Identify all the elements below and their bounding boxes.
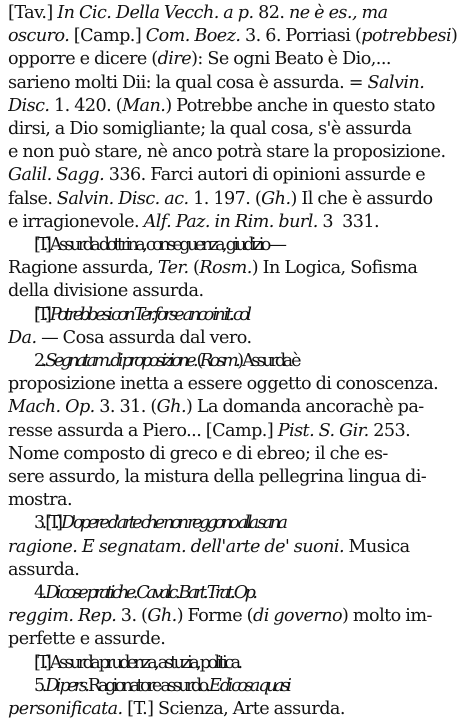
text-line [8, 559, 462, 582]
italic-text-segment: D'opere d'arte che non reggono alla sana [61, 513, 285, 534]
text-segment: 4. [34, 583, 46, 604]
text-line [8, 25, 462, 48]
italic-text-segment: Da. [8, 327, 37, 348]
text-line [8, 118, 462, 141]
text-line [8, 582, 462, 605]
text-segment: — Cosa assurda dal vero. [36, 327, 252, 348]
italic-text-segment: Galil. Sagg. [8, 165, 105, 186]
text-line [8, 2, 462, 25]
text-segment: [T.] [34, 304, 50, 325]
text-line [8, 420, 462, 443]
text-line [8, 141, 462, 164]
italic-text-segment: reggim. Rep. [8, 606, 117, 627]
text-line [8, 489, 462, 512]
text-line [8, 280, 462, 303]
text-segment: mostra. [8, 490, 73, 511]
italic-text-segment: Com. Boez. [145, 26, 241, 47]
text-segment: false. [8, 188, 57, 209]
text-segment: ) Il che è assurdo [290, 188, 433, 209]
text-segment: ) In Logica, Sofisma [251, 258, 418, 279]
text-segment: 1. 420. ( [49, 95, 123, 116]
text-line [8, 327, 462, 350]
text-segment: della divisione assurda. [8, 281, 204, 302]
italic-text-segment: In Cic. Della Vecch. a p. [57, 3, 254, 23]
dictionary-entry-text [8, 2, 462, 721]
text-segment: ) Forme ( [176, 606, 253, 627]
text-line [8, 95, 462, 118]
text-segment: assurda. [8, 559, 80, 580]
text-segment: [T.] Assurda dottrina, conseguenza, giudizio — [34, 235, 284, 256]
italic-text-segment: dire [157, 49, 192, 70]
text-segment: 3. 6. Porriasi ( [240, 26, 362, 47]
text-line [8, 605, 462, 628]
text-segment: ) [451, 26, 458, 47]
italic-text-segment: E di cosa quasi [208, 675, 289, 696]
text-segment: 1. 197. ( [188, 188, 262, 209]
italic-text-segment: Mach. Op. [8, 397, 95, 418]
text-segment: 2. [34, 351, 46, 372]
text-line [8, 72, 462, 95]
text-line [8, 304, 462, 327]
text-segment: ( [195, 351, 200, 372]
text-segment: dirsi, a Dio somigliante; la qual cosa, s'è assurda [8, 119, 412, 140]
italic-text-segment: Gh. [261, 188, 291, 209]
italic-text-segment: oscuro. [8, 26, 70, 47]
text-segment: e non può stare, nè anco potrà stare la proposizione. [8, 142, 446, 163]
italic-text-segment: Salvin. Disc. ac. [56, 188, 189, 209]
italic-text-segment: Rosm. [199, 258, 252, 279]
text-segment: ) La domanda ancorachè pa- [186, 397, 424, 418]
text-segment: sarieno molti Dii: la qual cosa è assurda. = [8, 72, 368, 93]
text-segment: sere assurdo, la mistura della pellegrina lingua di- [8, 467, 427, 488]
text-line [8, 698, 462, 721]
text-line [8, 675, 462, 698]
italic-text-segment: Di pers. [45, 675, 87, 696]
italic-text-segment: Alf. Paz. in Rim. burl. [143, 211, 318, 232]
italic-text-segment: Ter. [157, 258, 189, 279]
italic-text-segment: Gh. [147, 606, 177, 627]
text-segment: ) molto im- [342, 606, 432, 627]
text-segment: ): Se ogni Beato è Dio,... [191, 49, 391, 70]
italic-text-segment: ne è es., ma [288, 3, 388, 23]
text-segment: perfette e assurde. [8, 629, 166, 650]
text-segment: [Camp.] [69, 26, 146, 47]
italic-text-segment: Segnatam. di proposizione. [45, 351, 195, 372]
text-segment: 336. Farci autori di opinioni assurde e [104, 165, 426, 186]
text-line [8, 211, 462, 234]
text-segment: [T.] Assurda prudenza, astuzia, politica. [34, 652, 240, 673]
text-line [8, 373, 462, 396]
text-segment: resse assurda a Piero... [Camp.] [8, 420, 278, 441]
text-segment: Nome composto di greco e di ebreo; il che es- [8, 443, 388, 464]
text-segment: Ragionatore assurdo. [86, 675, 209, 696]
text-line [8, 48, 462, 71]
text-line [8, 396, 462, 419]
italic-text-segment: ragione. E segnatam. dell'arte de' suoni. [8, 536, 344, 557]
italic-text-segment: di governo [253, 606, 343, 627]
text-line [8, 512, 462, 535]
italic-text-segment: potrebbesi [361, 26, 452, 47]
text-segment: ( [188, 258, 200, 279]
italic-text-segment: Salvin. [367, 72, 425, 93]
italic-text-segment: Disc. [8, 95, 50, 116]
text-line [8, 443, 462, 466]
italic-text-segment: Gh. [156, 397, 186, 418]
italic-text-segment: personificata. [8, 699, 123, 720]
text-segment: Ragione assurda, [8, 258, 158, 279]
italic-text-segment: Rosm. [199, 351, 238, 372]
text-line [8, 652, 462, 675]
text-segment: proposizione inetta a essere oggetto di conoscenza. [8, 374, 439, 395]
italic-text-segment: Pist. S. Gir. [277, 420, 369, 441]
text-segment: e irragionevole. [8, 211, 144, 232]
text-segment: ) Potrebbe anche in questo stato [165, 95, 435, 116]
text-segment: 3. 31. ( [94, 397, 157, 418]
italic-text-segment: Di cose pratiche. Cavalc. Bart. Trat. Op. [45, 583, 255, 604]
text-segment: 82. [253, 3, 289, 23]
text-segment: 253. [368, 420, 411, 441]
italic-text-segment: Man. [122, 95, 166, 116]
text-segment: [T.] Scienza, Arte assurda. [122, 699, 345, 720]
text-line [8, 536, 462, 559]
text-line [8, 350, 462, 373]
text-segment: 3. [T.] [34, 513, 62, 534]
text-line [8, 188, 462, 211]
text-line [8, 257, 462, 280]
text-segment: ) Assurda è [237, 351, 298, 372]
text-segment: 3 331. [317, 211, 380, 232]
text-segment: 5. [34, 675, 46, 696]
text-segment: 3. ( [116, 606, 148, 627]
text-segment: Musica [344, 536, 410, 557]
text-segment: opporre e dicere ( [8, 49, 158, 70]
text-line [8, 466, 462, 489]
text-line [8, 164, 462, 187]
text-line [8, 628, 462, 651]
text-segment: [Tav.] [8, 3, 58, 23]
italic-text-segment: Potrebbesi con Ter. forse anco in it. col [49, 304, 249, 325]
text-line [8, 234, 462, 257]
